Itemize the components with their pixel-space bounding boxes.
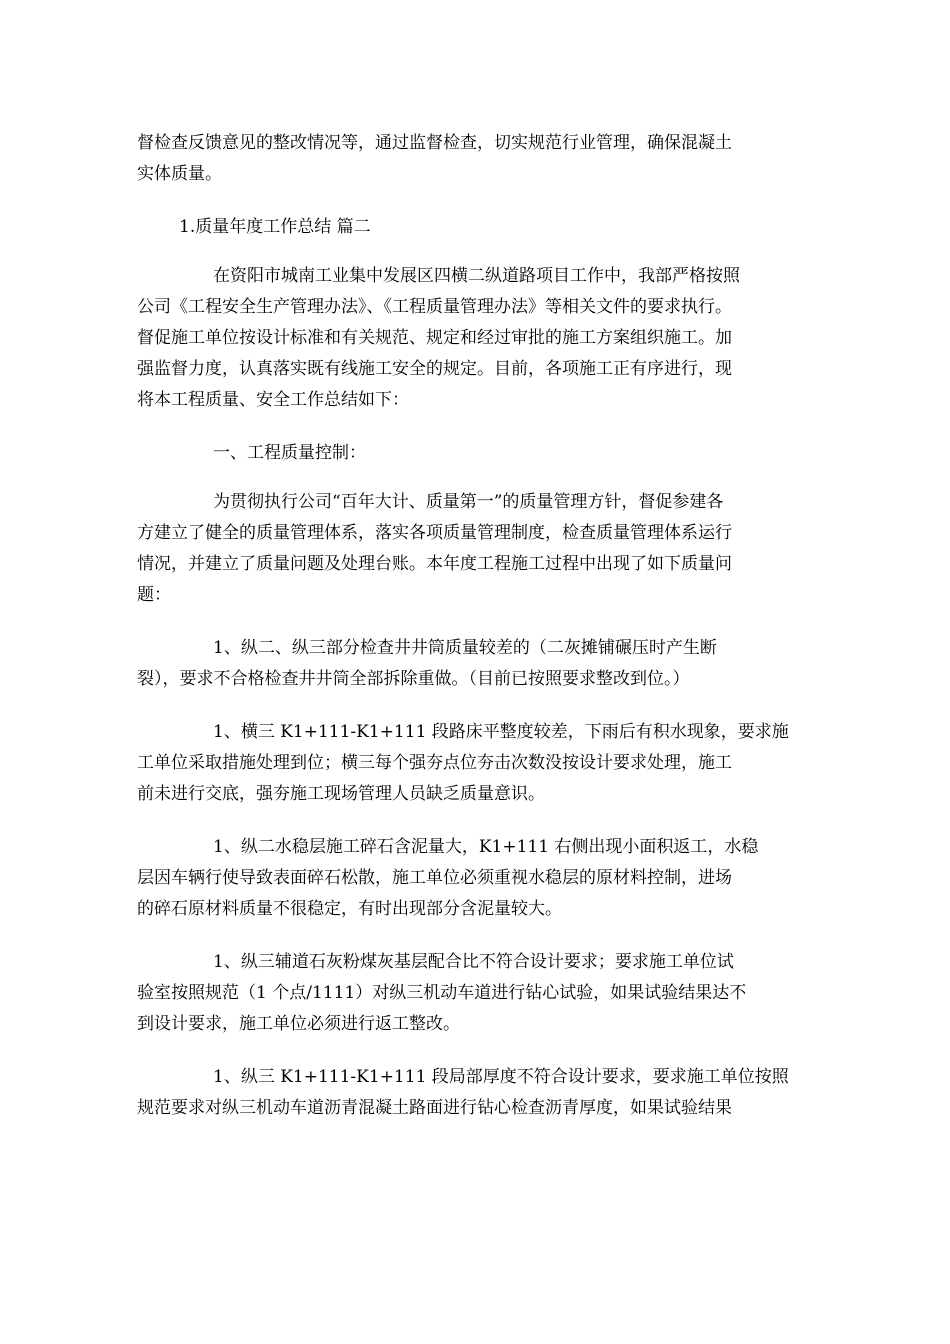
paragraph-intro xyxy=(137,261,827,416)
text-line: 将本工程质量、安全工作总结如下： xyxy=(137,390,409,410)
subsection-heading xyxy=(137,438,827,469)
text-line: 题： xyxy=(137,585,171,605)
paragraph-issue-2 xyxy=(137,717,827,810)
paragraph-issue-4 xyxy=(137,947,827,1040)
text-line: 规范要求对纵三机动车道沥青混凝土路面进行钻心检查沥青厚度，如果试验结果 xyxy=(137,1098,732,1118)
paragraph-continued xyxy=(137,128,827,190)
text-line: 裂），要求不合格检查井井筒全部拆除重做。（目前已按照要求整改到位。） xyxy=(137,669,690,689)
text-line: 到设计要求，施工单位必须进行返工整改。 xyxy=(137,1014,460,1034)
text-line: 的碎石原材料质量不很稳定，有时出现部分含泥量较大。 xyxy=(137,899,562,919)
text-line: 情况，并建立了质量问题及处理台账。本年度工程施工过程中出现了如下质量问 xyxy=(137,554,732,574)
text-line: 方建立了健全的质量管理体系，落实各项质量管理制度，检查质量管理体系运行 xyxy=(137,523,732,543)
text-line: 1、纵三辅道石灰粉煤灰基层配合比不符合设计要求；要求施工单位试 xyxy=(213,952,734,972)
text-line: 验室按照规范（1 个点/1111）对纵三机动车道进行钻心试验，如果试验结果达不 xyxy=(137,983,747,1003)
text-line: 工单位采取措施处理到位；横三每个强夯点位夯击次数没按设计要求处理，施工 xyxy=(137,753,732,773)
section-heading xyxy=(137,212,827,243)
text-line: 为贯彻执行公司“百年大计、质量第一”的质量管理方针，督促参建各 xyxy=(213,492,724,512)
document-page xyxy=(137,128,827,1146)
text-line: 在资阳市城南工业集中发展区四横二纵道路项目工作中，我部严格按照 xyxy=(213,266,740,286)
paragraph-issue-1 xyxy=(137,633,827,695)
text-line: 前未进行交底，强夯施工现场管理人员缺乏质量意识。 xyxy=(137,784,545,804)
heading-text: 1.质量年度工作总结 篇二 xyxy=(179,217,371,237)
text-line: 实体质量。 xyxy=(137,164,222,184)
paragraph-issue-5 xyxy=(137,1062,827,1124)
text-line: 督促施工单位按设计标准和有关规范、规定和经过审批的施工方案组织施工。加 xyxy=(137,328,732,348)
text-line: 1、横三 K1+111-K1+111 段路床平整度较差，下雨后有积水现象，要求施 xyxy=(213,722,789,742)
paragraph-issue-3 xyxy=(137,832,827,925)
text-line: 层因车辆行使导致表面碎石松散，施工单位必须重视水稳层的原材料控制，进场 xyxy=(137,868,732,888)
text-line: 督检查反馈意见的整改情况等，通过监督检查，切实规范行业管理，确保混凝土 xyxy=(137,133,732,153)
text-line: 强监督力度，认真落实既有线施工安全的规定。目前，各项施工正有序进行，现 xyxy=(137,359,732,379)
text-line: 1、纵三 K1+111-K1+111 段局部厚度不符合设计要求，要求施工单位按照 xyxy=(213,1067,789,1087)
text-line: 1、纵二、纵三部分检查井井筒质量较差的（二灰摊铺碾压时产生断 xyxy=(213,638,717,658)
text-line: 公司《工程安全生产管理办法》、《工程质量管理办法》等相关文件的要求执行。 xyxy=(137,297,732,317)
heading-text: 一、工程质量控制： xyxy=(213,443,366,463)
paragraph-quality-system xyxy=(137,487,827,611)
text-line: 1、纵二水稳层施工碎石含泥量大，K1+111 右侧出现小面积返工，水稳 xyxy=(213,837,759,857)
